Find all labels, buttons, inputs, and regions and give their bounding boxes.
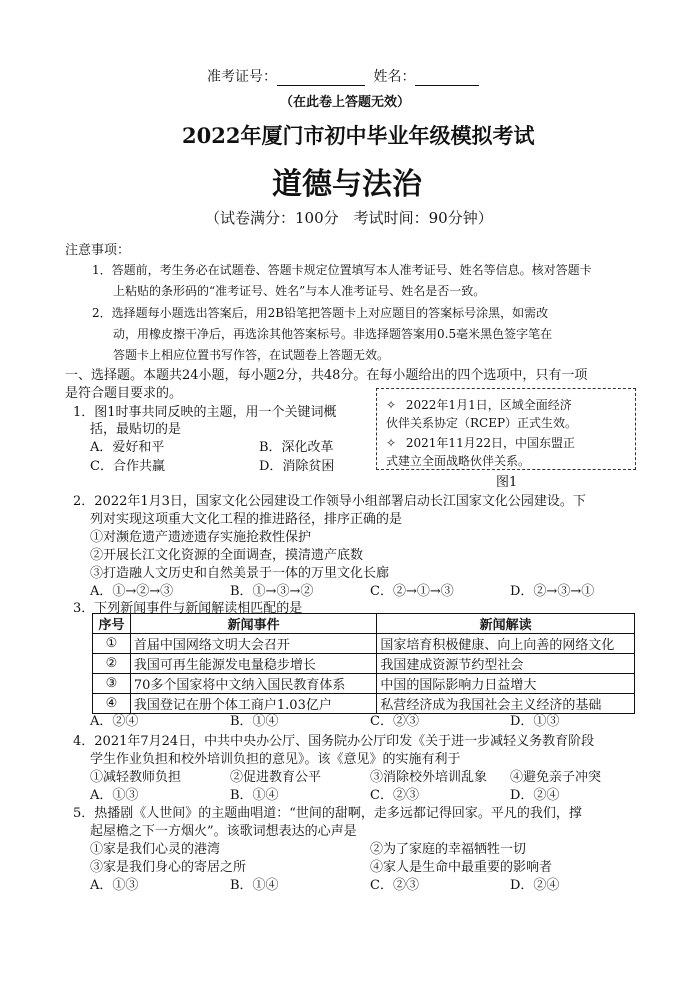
q1-option-c: C．合作共赢 (90, 459, 165, 474)
note-2-line-3: 答题卡上相应位置书写作答，在试题卷上答题无效。 (113, 348, 390, 362)
q4-option-b: B．①④ (230, 788, 279, 803)
q1-stem-line-1: 1．图1时事共同反映的主题，用一个关键词概 (73, 405, 337, 420)
q5-item-1: ①家是我们心灵的港湾 (90, 842, 221, 857)
table-cell: ① (93, 634, 131, 654)
note-2-line-2: 动，用橡皮擦干净后，再选涂其他答案标号。非选择题答案用0.5毫米黑色签字笔在 (113, 327, 553, 341)
section-heading-line-2: 是符合题目要求的。 (65, 386, 183, 401)
figure-1-item-1-line-1: ✧ 2022年1月1日，区域全面经济 (386, 398, 572, 412)
q2-option-c: C．②→①→③ (370, 584, 454, 599)
q2-option-a: A．①→②→③ (90, 584, 174, 599)
q1-option-b: B．深化改革 (259, 440, 334, 455)
figure-1-caption: 图1 (496, 475, 518, 490)
q2-item-2: ②开展长江文化资源的全面调查，摸清遗产底数 (90, 548, 364, 563)
table-cell: 中国的国际影响力日益增大 (377, 674, 635, 694)
q5-option-a: A．①③ (90, 878, 139, 893)
figure-1-item-2-line-1: ✧ 2021年11月22日，中国东盟正 (386, 436, 575, 450)
note-1-line-2: 上粘贴的条形码的“准考证号、姓名”与本人准考证号、姓名是否一致。 (113, 284, 486, 298)
q1-stem-line-2: 括，最贴切的是 (90, 422, 182, 437)
q5-stem-line-1: 5．热播剧《人世间》的主题曲唱道：“世间的甜啊，走多远都记得回家。平凡的我们，撑 (73, 806, 582, 821)
q4-stem-line-1: 4．2021年7月24日，中共中央办公厅、国务院办公厅印发《关于进一步减轻义务教育阶段 (73, 734, 595, 749)
q5-option-c: C．②③ (370, 878, 419, 893)
q2-item-1: ①对濒危遗产遗迹遗存实施抢救性保护 (90, 530, 312, 545)
exam-id-row (207, 66, 479, 86)
score-info: （试卷满分：100分 考试时间：90分钟） (205, 209, 493, 227)
q4-option-c: C．②③ (370, 788, 419, 803)
table-cell: 我国登记在册个体工商户1.03亿户 (130, 694, 376, 714)
q5-item-4: ④家人是生命中最重要的影响者 (370, 860, 553, 875)
q3-option-a: A．②④ (90, 714, 139, 729)
q4-item-2: ②促进教育公平 (230, 770, 322, 785)
table-cell: 国家培育积极健康、向上向善的网络文化 (377, 634, 635, 654)
table-header-row (93, 614, 635, 634)
figure-1-item-1-line-2: 伙伴关系协定（RCEP）正式生效。 (386, 416, 578, 430)
q5-item-3: ③家是我们身心的寄居之所 (90, 860, 247, 875)
q3-stem: 3．下列新闻事件与新闻解读相匹配的是 (73, 601, 303, 616)
q5-item-2: ②为了家庭的幸福牺牲一切 (370, 842, 527, 857)
q1-option-a: A．爱好和平 (90, 440, 165, 455)
q5-stem-line-2: 起屋檐之下一方烟火”。该歌词想表达的心声是 (90, 824, 357, 839)
table-header: 新闻事件 (130, 614, 376, 634)
table-cell: 70多个国家将中文纳入国民教育体系 (130, 674, 376, 694)
q2-stem-line-1: 2．2022年1月3日，国家文化公园建设工作领导小组部署启动长江国家文化公园建设。下 (73, 494, 586, 509)
bullet-icon: ✧ (386, 436, 397, 450)
q4-stem-line-2: 学生作业负担和校外培训负担的意见》。该《意见》的实施有利于 (90, 752, 461, 767)
figure-1-item-2-line-2: 式建立全面战略伙伴关系。 (386, 454, 531, 468)
q4-item-1: ①减轻教师负担 (90, 770, 182, 785)
subject-title: 道德与法治 (272, 167, 422, 202)
q1-option-d: D．消除贫困 (259, 459, 335, 474)
invalid-note: （在此卷上答题无效） (280, 95, 411, 110)
table-cell: ② (93, 654, 131, 674)
q4-item-4: ④避免亲子冲突 (510, 770, 602, 785)
table-cell: ③ (93, 674, 131, 694)
q2-option-d: D．②→③→① (510, 584, 595, 599)
note-1-line-1: 1．答题前，考生务必在试题卷、答题卡规定位置填写本人准考证号、姓名等信息。核对答题卡 (92, 263, 592, 277)
q4-option-d: D．②④ (510, 788, 560, 803)
exam-title: 2022年厦门市初中毕业年级模拟考试 (182, 123, 535, 148)
table-cell: 我国建成资源节约型社会 (377, 654, 635, 674)
bullet-icon: ✧ (386, 398, 397, 412)
q5-option-b: B．①④ (230, 878, 279, 893)
news-table (92, 613, 635, 714)
q4-item-3: ③消除校外培训乱象 (370, 770, 488, 785)
notes-title: 注意事项： (65, 243, 131, 258)
q2-item-3: ③打造融人文历史和自然美景于一体的万里文化长廊 (90, 566, 390, 581)
table-row (93, 634, 635, 654)
table-row (93, 654, 635, 674)
table-cell: 私营经济成为我国社会主义经济的基础 (377, 694, 635, 714)
q2-stem-line-2: 列对实现这项重大文化工程的推进路径，排序正确的是 (90, 512, 403, 527)
q3-option-b: B．①④ (230, 714, 279, 729)
name-label: 姓名： (373, 69, 416, 85)
table-header: 序号 (93, 614, 131, 634)
table-cell: 我国可再生能源发电量稳步增长 (130, 654, 376, 674)
note-2-line-1: 2．选择题每小题选出答案后，用2B铅笔把答题卡上对应题目的答案标号涂黑，如需改 (92, 306, 549, 320)
table-cell: 首届中国网络文明大会召开 (130, 634, 376, 654)
table-row (93, 674, 635, 694)
q3-option-d: D．①③ (510, 714, 560, 729)
q3-option-c: C．②③ (370, 714, 419, 729)
exam-id-blank (277, 70, 365, 86)
q5-option-d: D．②④ (510, 878, 560, 893)
name-blank (415, 70, 479, 86)
table-header: 新闻解读 (377, 614, 635, 634)
section-heading-line-1: 一、选择题。本题共24小题，每小题2分，共48分。在每小题给出的四个选项中，只有一项 (65, 368, 588, 383)
q2-option-b: B．①→③→② (230, 584, 314, 599)
exam-id-label: 准考证号： (207, 69, 277, 85)
table-cell: ④ (93, 694, 131, 714)
q4-option-a: A．①③ (90, 788, 139, 803)
